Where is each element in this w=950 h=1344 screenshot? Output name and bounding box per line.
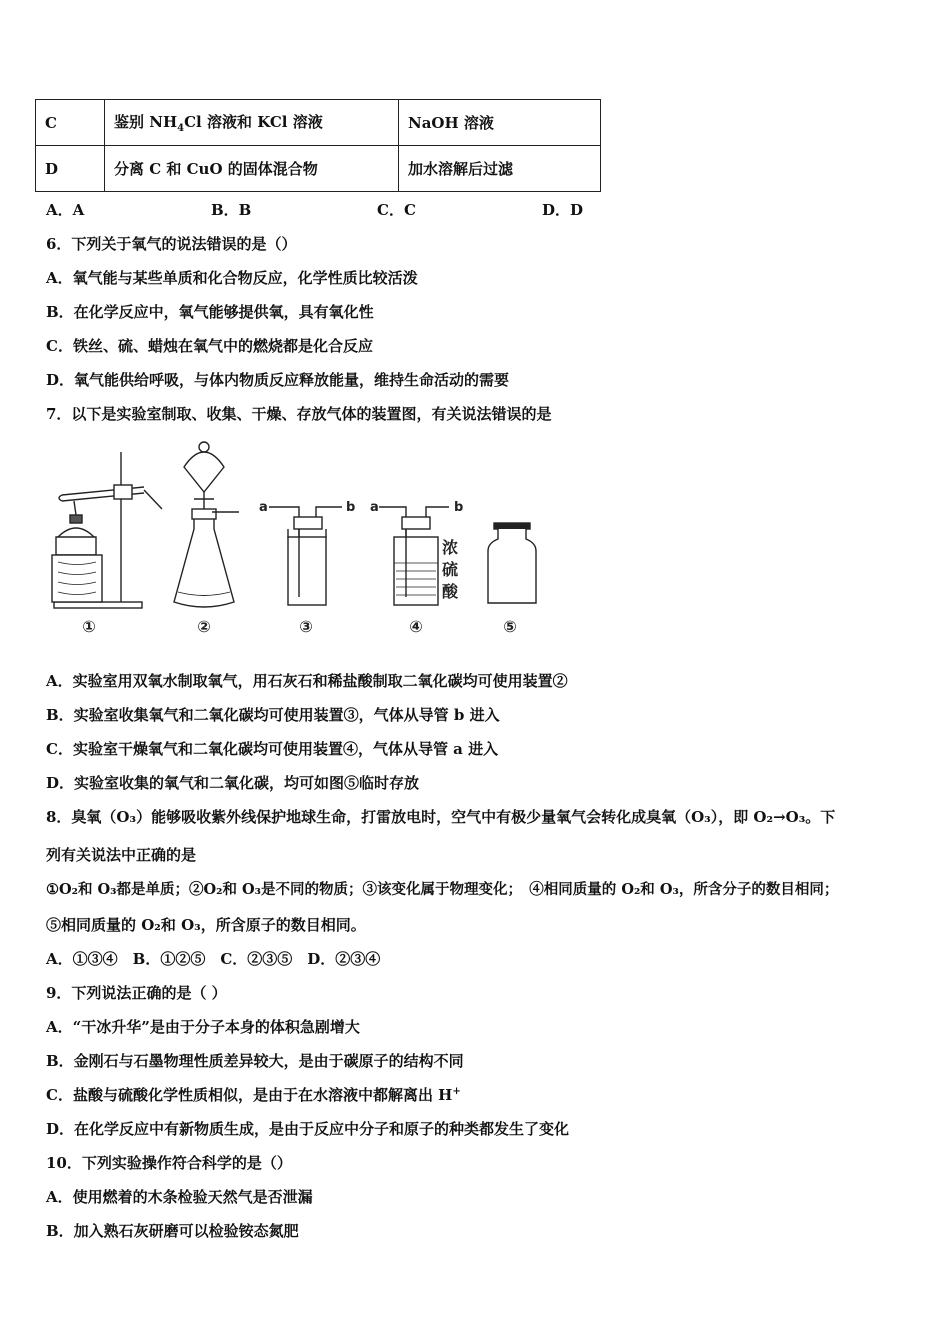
q6-option-c[interactable]: C．铁丝、硫、蜡烛在氧气中的燃烧都是化合反应 [46,337,373,355]
q6-stem: 6．下列关于氧气的说法错误的是（） [46,235,297,253]
apparatus-2-flask [174,442,239,607]
q7-option-d[interactable]: D．实验室收集的氧气和二氧化碳，均可如图⑤临时存放 [46,774,420,792]
q9-stem: 9．下列说法正确的是（ ） [46,984,227,1002]
apparatus-3-bottle [259,500,355,605]
q7-option-b[interactable]: B．实验室收集氧气和二氧化碳均可使用装置③，气体从导管 b 进入 [46,706,500,724]
svg-text:硫: 硫 [442,560,459,579]
label-3: ③ [299,617,313,636]
row-method: 加水溶解后过滤 [399,146,601,192]
choice-d[interactable]: D．D [542,201,584,219]
svg-text:a: a [259,500,268,515]
q6-option-d[interactable]: D．氧气能供给呼吸，与体内物质反应释放能量，维持生命活动的需要 [46,371,510,389]
row-method: NaOH 溶液 [399,100,601,146]
label-4: ④ [409,617,423,636]
apparatus-figure [44,437,564,647]
choice-a[interactable]: A．A [46,201,85,219]
q6-option-b[interactable]: B．在化学反应中，氧气能够提供氧，具有氧化性 [46,303,374,321]
table-row [36,100,601,146]
q9-option-c[interactable]: C．盐酸与硫酸化学性质相似，是由于在水溶液中都解离出 H+ [46,1086,461,1104]
q9-option-b[interactable]: B．金刚石与石墨物理性质差异较大，是由于碳原子的结构不同 [46,1052,464,1070]
svg-text:酸: 酸 [442,582,459,601]
q8-line3: ①O₂和 O₃都是单质；②O₂和 O₃是不同的物质；③该变化属于物理变化； ④相同质量的 O₂和 O₃，所含分子的数目相同； [46,881,839,898]
q10-option-a[interactable]: A．使用燃着的木条检验天然气是否泄漏 [46,1188,313,1206]
q10-option-b[interactable]: B．加入熟石灰研磨可以检验铵态氮肥 [46,1222,299,1240]
label-2: ② [197,617,211,636]
row-label: C [36,100,105,146]
q7-stem: 7．以下是实验室制取、收集、干燥、存放气体的装置图，有关说法错误的是 [46,405,552,423]
apparatus-4-drying [370,500,463,605]
q7-option-a[interactable]: A．实验室用双氧水制取氧气，用石灰石和稀盐酸制取二氧化碳均可使用装置② [46,672,568,690]
row-purpose: 鉴别 $NH_4Cl$ 溶液和 KCl 溶液 [105,100,399,146]
svg-text:b: b [454,500,464,515]
q8-line1: 8．臭氧（O₃）能够吸收紫外线保护地球生命，打雷放电时，空气中有极少量氧气会转化成臭氧（O₃），即 O₂→O₃。下 [46,808,836,826]
options-table [35,99,601,192]
row-label: D [36,146,105,192]
apparatus-1-heating [52,452,162,608]
row-purpose: 分离 C 和 CuO 的固体混合物 [105,146,399,192]
q6-option-a[interactable]: A．氧气能与某些单质和化合物反应，化学性质比较活泼 [46,269,418,287]
q8-choices[interactable]: A．①③④ B．①②⑤ C．②③⑤ D．②③④ [46,950,381,968]
label-5: ⑤ [503,617,517,636]
q10-stem: 10．下列实验操作符合科学的是（） [46,1154,292,1172]
svg-text:浓: 浓 [442,538,459,557]
q7-option-c[interactable]: C．实验室干燥氧气和二氧化碳均可使用装置④，气体从导管 a 进入 [46,740,499,758]
svg-text:a: a [370,500,379,515]
apparatus-5-jar [488,523,536,603]
q8-line4: ⑤相同质量的 O₂和 O₃，所含原子的数目相同。 [46,916,366,934]
choice-b[interactable]: B．B [211,201,252,219]
q8-line2: 列有关说法中正确的是 [46,846,197,864]
table-row [36,146,601,192]
q9-option-a[interactable]: A．“干冰升华”是由于分子本身的体积急剧增大 [46,1018,360,1036]
svg-text:b: b [346,500,356,515]
choice-c[interactable]: C．C [377,201,416,219]
q9-option-d[interactable]: D．在化学反应中有新物质生成，是由于反应中分子和原子的种类都发生了变化 [46,1120,570,1138]
label-1: ① [82,617,96,636]
